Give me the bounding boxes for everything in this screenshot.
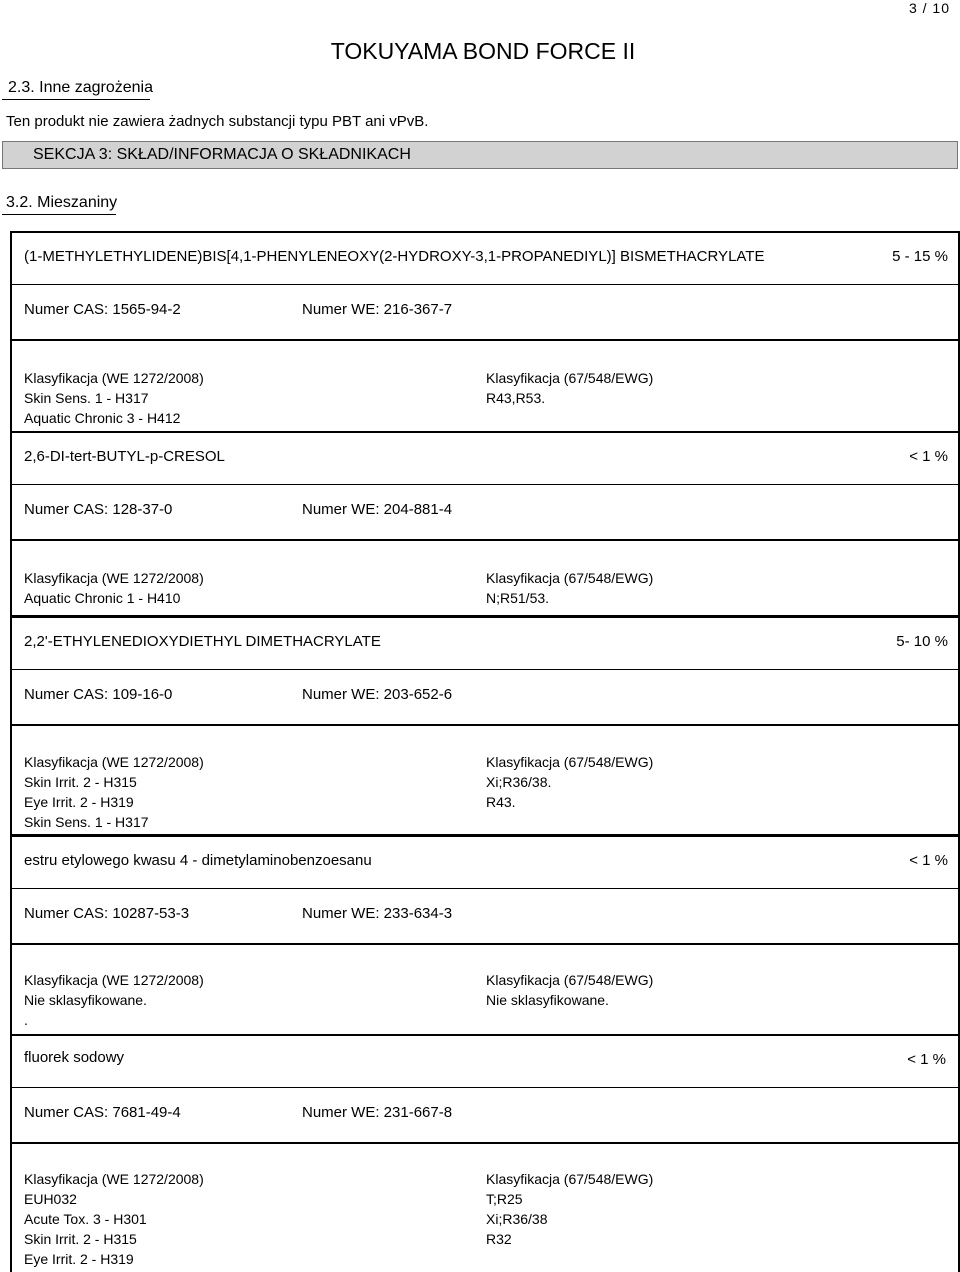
substance-id-row (12, 284, 958, 341)
clp-line: Klasyfikacja (WE 1272/2008) (24, 370, 204, 386)
clp-line: Acute Tox. 3 - H301 (24, 1211, 147, 1227)
cas-number: Numer CAS: 1565-94-2 (24, 301, 181, 318)
dsd-line: Klasyfikacja (67/548/EWG) (486, 570, 654, 586)
dsd-line: Klasyfikacja (67/548/EWG) (486, 754, 654, 770)
clp-classification (24, 752, 204, 832)
dsd-line: Xi;R36/38. (486, 774, 552, 790)
clp-line: Aquatic Chronic 3 - H412 (24, 410, 181, 426)
substance-concentration: < 1 % (909, 852, 948, 869)
substance-concentration: < 1 % (909, 448, 948, 465)
substance-block (10, 835, 960, 1036)
substance-id-row (12, 1087, 958, 1144)
dsd-classification (486, 1169, 653, 1249)
dsd-classification (486, 368, 653, 408)
substance-header-row (12, 618, 958, 670)
section-3-bar (2, 141, 958, 169)
substance-name: 2,6-DI-tert-BUTYL-p-CRESOL (24, 448, 225, 465)
dsd-line: Klasyfikacja (67/548/EWG) (486, 370, 654, 386)
dsd-line: Klasyfikacja (67/548/EWG) (486, 1171, 654, 1187)
we-number: Numer WE: 204-881-4 (302, 501, 453, 518)
clp-line: . (24, 1012, 28, 1028)
dsd-line: Klasyfikacja (67/548/EWG) (486, 972, 654, 988)
clp-classification (24, 1169, 204, 1269)
clp-line: Skin Irrit. 2 - H315 (24, 1231, 137, 1247)
cas-number: Numer CAS: 109-16-0 (24, 686, 173, 703)
we-number: Numer WE: 233-634-3 (302, 905, 453, 922)
section-3-2-heading: 3.2. Mieszaniny (6, 194, 118, 211)
section-3-title: SEKCJA 3: SKŁAD/INFORMACJA O SKŁADNIKACH (33, 146, 411, 163)
heading-underline (2, 99, 150, 100)
substance-name: 2,2'-ETHYLENEDIOXYDIETHYL DIMETHACRYLATE (24, 633, 381, 650)
clp-line: Skin Sens. 1 - H317 (24, 390, 149, 406)
we-number: Numer WE: 216-367-7 (302, 301, 453, 318)
clp-line: Skin Irrit. 2 - H315 (24, 774, 137, 790)
substance-id-row (12, 484, 958, 541)
cas-number: Numer CAS: 7681-49-4 (24, 1104, 181, 1121)
substance-block (10, 616, 960, 836)
clp-line: Klasyfikacja (WE 1272/2008) (24, 972, 204, 988)
clp-line: Aquatic Chronic 1 - H410 (24, 590, 181, 606)
substance-id-row (12, 669, 958, 726)
clp-line: EUH032 (24, 1191, 77, 1207)
substance-header-row (12, 233, 958, 285)
substance-block (10, 431, 960, 617)
substance-concentration: < 1 % (907, 1051, 946, 1068)
substance-id-row (12, 888, 958, 945)
dsd-line: Xi;R36/38 (486, 1211, 548, 1227)
dsd-classification (486, 970, 653, 1010)
substance-header-row (12, 1036, 958, 1088)
dsd-line: R43. (486, 794, 516, 810)
cas-number: Numer CAS: 128-37-0 (24, 501, 173, 518)
substance-concentration: 5- 10 % (896, 633, 948, 650)
dsd-line: R43,R53. (486, 390, 546, 406)
clp-line: Klasyfikacja (WE 1272/2008) (24, 570, 204, 586)
clp-classification (24, 568, 204, 608)
clp-line: Klasyfikacja (WE 1272/2008) (24, 754, 204, 770)
page-number: 3 / 10 (908, 0, 950, 16)
section-2-3-heading: 2.3. Inne zagrożenia (8, 79, 153, 96)
dsd-line: N;R51/53. (486, 590, 550, 606)
substance-name: (1-METHYLETHYLIDENE)BIS[4,1-PHENYLENEOXY(2-HYDROXY-3,1-PROPANEDIYL)] BISMETHACRYLATE (24, 248, 765, 265)
heading-underline (2, 214, 116, 215)
clp-line: Eye Irrit. 2 - H319 (24, 1251, 134, 1267)
clp-line: Skin Sens. 1 - H317 (24, 814, 149, 830)
clp-classification (24, 368, 204, 428)
dsd-classification (486, 752, 653, 812)
clp-classification (24, 970, 204, 1030)
clp-line: Eye Irrit. 2 - H319 (24, 794, 134, 810)
pbt-statement: Ten produkt nie zawiera żadnych substancji typu PBT ani vPvB. (6, 113, 429, 130)
dsd-line: Nie sklasyfikowane. (486, 992, 609, 1008)
clp-line: Nie sklasyfikowane. (24, 992, 147, 1008)
substance-header-row (12, 837, 958, 889)
dsd-line: T;R25 (486, 1191, 523, 1207)
substance-name: estru etylowego kwasu 4 - dimetylaminobenzoesanu (24, 852, 372, 869)
substance-block (10, 231, 960, 433)
substance-name: fluorek sodowy (24, 1049, 125, 1066)
substance-block (10, 1034, 960, 1272)
dsd-classification (486, 568, 653, 608)
clp-line: Klasyfikacja (WE 1272/2008) (24, 1171, 204, 1187)
substance-concentration: 5 - 15 % (892, 248, 948, 265)
we-number: Numer WE: 231-667-8 (302, 1104, 453, 1121)
cas-number: Numer CAS: 10287-53-3 (24, 905, 190, 922)
substance-header-row (12, 433, 958, 485)
document-title: TOKUYAMA BOND FORCE II (330, 38, 636, 64)
dsd-line: R32 (486, 1231, 512, 1247)
we-number: Numer WE: 203-652-6 (302, 686, 453, 703)
